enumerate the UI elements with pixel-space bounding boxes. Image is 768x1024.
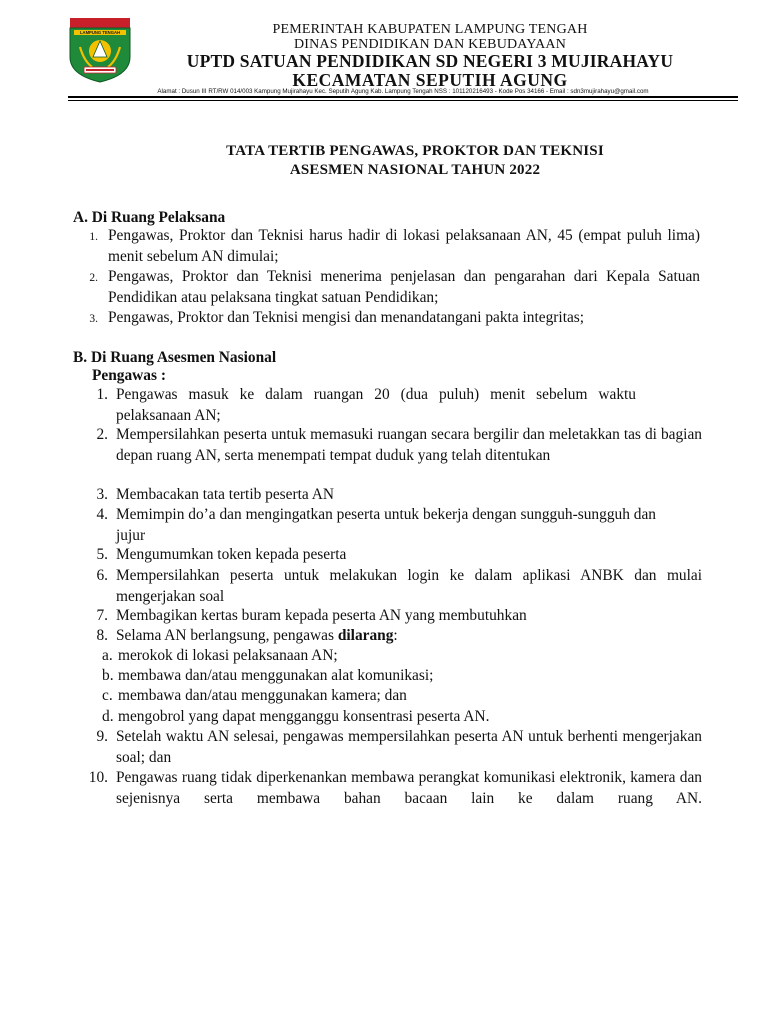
section-b-item: Membagikan kertas buram kepada peserta AN yang membutuhkan bbox=[116, 607, 527, 624]
section-b-item-number: 1. bbox=[96, 386, 108, 403]
section-b-item: Setelah waktu AN selesai, pengawas mempersilahkan peserta AN untuk berhenti mengerjakan soal; dan bbox=[116, 728, 702, 766]
subitem-label: b. bbox=[102, 667, 114, 684]
subitem-text: mengobrol yang dapat mengganggu konsentrasi peserta AN. bbox=[118, 708, 490, 725]
letterhead-department: DINAS PENDIDIKAN DAN KEBUDAYAAN bbox=[293, 37, 567, 52]
item-8-colon: : bbox=[393, 627, 398, 644]
section-b-item-number: 10. bbox=[88, 769, 108, 786]
item-8-text: Selama AN berlangsung, pengawas bbox=[116, 627, 338, 644]
letterhead-rule-thin bbox=[68, 100, 738, 101]
section-a-item-number: 1. bbox=[89, 231, 98, 243]
subitem-label: a. bbox=[102, 647, 113, 664]
letterhead-rule-thick bbox=[68, 96, 738, 98]
subitem-label: d. bbox=[102, 708, 114, 725]
section-b-item: Memimpin do’a dan mengingatkan peserta untuk bekerja dengan sungguh-sungguh dan jujur bbox=[116, 506, 656, 544]
letterhead-government: PEMERINTAH KABUPATEN LAMPUNG TENGAH bbox=[272, 22, 588, 37]
section-b-item: Pengawas ruang tidak diperkenankan membawa perangkat komunikasi elektronik, kamera dan sejenisnya serta membawa bahan bacaan lain ke dalam ruang AN. bbox=[116, 769, 702, 807]
section-a-item: Pengawas, Proktor dan Teknisi menerima penjelasan dan pengarahan dari Kepala Satuan Pendidikan atau pelaksana tingkat satuan Pendidikan; bbox=[108, 268, 700, 306]
section-b-item: Membacakan tata tertib peserta AN bbox=[116, 486, 334, 503]
section-b-item: Mempersilahkan peserta untuk memasuki ruangan secara bergilir dan meletakkan tas di bagian depan ruang AN, serta menempati tempat duduk yang telah ditentukan bbox=[116, 426, 702, 464]
section-a-item: Pengawas, Proktor dan Teknisi harus hadir di lokasi pelaksanaan AN, 45 (empat puluh lima) menit sebelum AN dimulai; bbox=[108, 227, 700, 265]
section-b-item-number: 3. bbox=[96, 486, 108, 503]
section-b-item-number: 7. bbox=[96, 607, 108, 624]
letterhead-address: Alamat : Dusun III RT/RW 014/003 Kampung Mujirahayu Kec. Seputih Agung Kab. Lampung Tengah NSS : 101120216493 - Kode Pos 34166 - Email : sdn3mujirahayu@gmail.com bbox=[157, 88, 649, 95]
section-a-heading: A. Di Ruang Pelaksana bbox=[73, 209, 226, 226]
subitem-text: membawa dan/atau menggunakan alat komunikasi; bbox=[118, 667, 434, 684]
section-b-heading: B. Di Ruang Asesmen Nasional bbox=[73, 349, 277, 366]
item-8-emphasis: dilarang bbox=[337, 627, 394, 644]
section-b-item-number: 4. bbox=[96, 506, 108, 523]
logo-text: LAMPUNG TENGAH bbox=[79, 30, 121, 36]
section-b-item-number: 8. bbox=[96, 627, 108, 644]
section-b-item: Pengawas masuk ke dalam ruangan 20 (dua puluh) menit sebelum waktu pelaksanaan AN; bbox=[116, 386, 636, 424]
document-subtitle: ASESMEN NASIONAL TAHUN 2022 bbox=[289, 162, 541, 178]
section-a-item-number: 2. bbox=[89, 272, 98, 284]
letterhead-school: UPTD SATUAN PENDIDIKAN SD NEGERI 3 MUJIRAHAYU bbox=[186, 51, 674, 71]
section-a-item-number: 3. bbox=[89, 313, 98, 325]
section-b-item-number: 9. bbox=[96, 728, 108, 745]
section-b-item: Mengumumkan token kepada peserta bbox=[116, 546, 347, 563]
document-title: TATA TERTIB PENGAWAS, PROKTOR DAN TEKNISI bbox=[226, 143, 604, 159]
section-b-item: Mempersilahkan peserta untuk melakukan login ke dalam aplikasi ANBK dan mulai mengerjakan soal bbox=[116, 567, 702, 605]
section-b-item-number: 2. bbox=[96, 426, 108, 443]
section-b-item-8 bbox=[116, 626, 702, 647]
section-b-item-number: 6. bbox=[96, 567, 108, 584]
subitem-label: c. bbox=[102, 687, 113, 704]
letterhead bbox=[0, 0, 768, 104]
section-a-item: Pengawas, Proktor dan Teknisi mengisi dan menandatangani pakta integritas; bbox=[108, 309, 585, 326]
letterhead-district: KECAMATAN SEPUTIH AGUNG bbox=[292, 70, 568, 90]
regency-emblem-logo bbox=[68, 17, 132, 83]
section-b-item-number: 5. bbox=[96, 546, 108, 563]
section-b-subheading: Pengawas : bbox=[92, 367, 166, 384]
subitem-text: membawa dan/atau menggunakan kamera; dan bbox=[118, 687, 407, 704]
subitem-text: merokok di lokasi pelaksanaan AN; bbox=[118, 647, 338, 664]
